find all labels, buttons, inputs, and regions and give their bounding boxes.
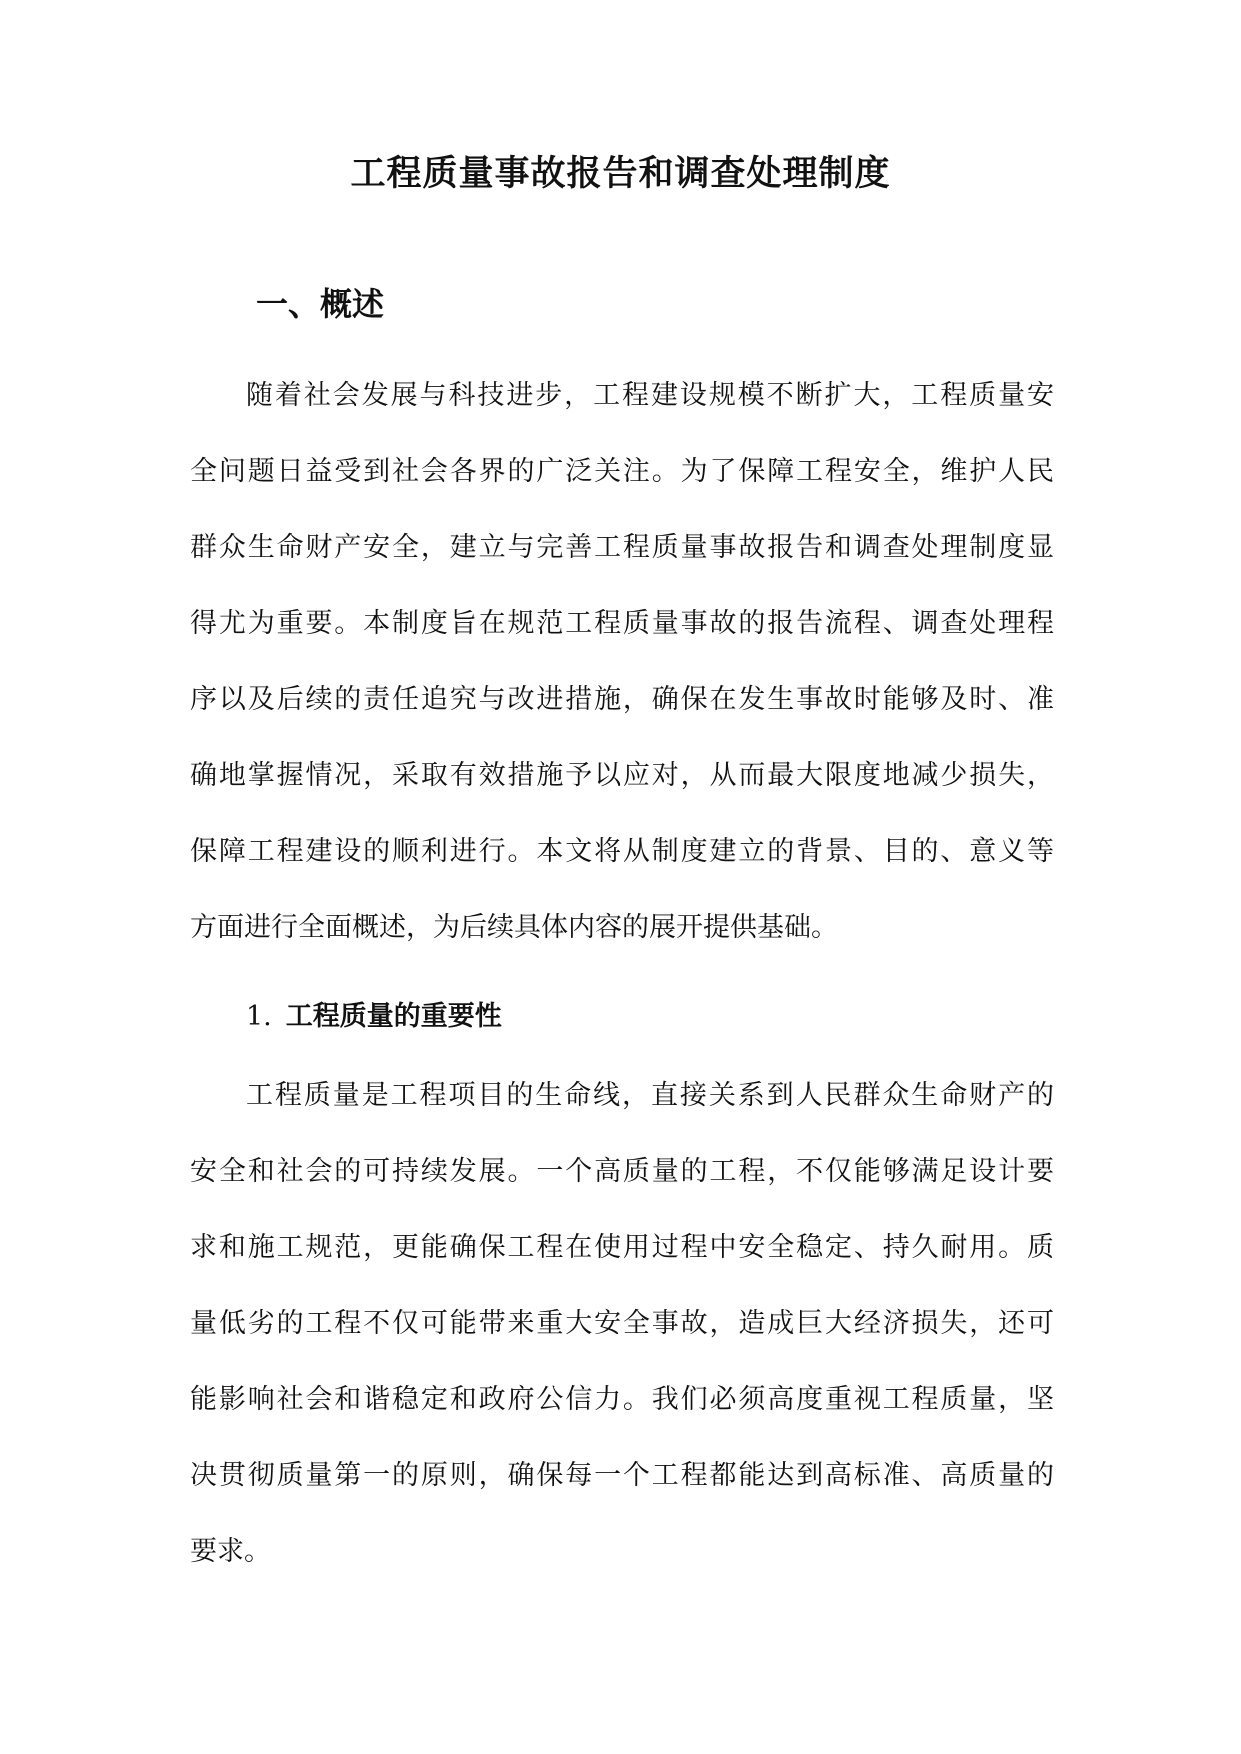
paragraph-line: 群众生命财产安全，建立与完善工程质量事故报告和调查处理制度显 xyxy=(190,532,1054,563)
paragraph-line: 安全和社会的可持续发展。一个高质量的工程，不仅能够满足设计要 xyxy=(190,1156,1054,1187)
paragraph-line: 序以及后续的责任追究与改进措施，确保在发生事故时能够及时、准 xyxy=(190,684,1054,715)
paragraph-line: 保障工程建设的顺利进行。本文将从制度建立的背景、目的、意义等 xyxy=(190,836,1054,867)
subsection-heading-quality-importance xyxy=(246,997,502,1037)
document-title: 工程质量事故报告和调查处理制度 xyxy=(350,153,891,194)
paragraph-line: 求和施工规范，更能确保工程在使用过程中安全稳定、持久耐用。质 xyxy=(190,1232,1054,1263)
section-heading-overview: 一、概述 xyxy=(256,285,385,323)
subsection-number: 1. xyxy=(246,1001,272,1032)
overview-paragraph xyxy=(190,358,1054,966)
paragraph-line: 工程质量是工程项目的生命线，直接关系到人民群众生命财产的 xyxy=(246,1080,1054,1111)
paragraph-line: 确地掌握情况，采取有效措施予以应对，从而最大限度地减少损失， xyxy=(190,760,1054,791)
paragraph-line: 决贯彻质量第一的原则，确保每一个工程都能达到高标准、高质量的 xyxy=(190,1460,1054,1491)
quality-importance-paragraph xyxy=(190,1058,1054,1590)
paragraph-line: 要求。 xyxy=(190,1536,271,1567)
paragraph-line: 方面进行全面概述，为后续具体内容的展开提供基础。 xyxy=(190,912,838,943)
paragraph-line: 全问题日益受到社会各界的广泛关注。为了保障工程安全，维护人民 xyxy=(190,456,1054,487)
paragraph-line: 量低劣的工程不仅可能带来重大安全事故，造成巨大经济损失，还可 xyxy=(190,1308,1054,1339)
paragraph-line: 得尤为重要。本制度旨在规范工程质量事故的报告流程、调查处理程 xyxy=(190,608,1054,639)
paragraph-line: 能影响社会和谐稳定和政府公信力。我们必须高度重视工程质量，坚 xyxy=(190,1384,1054,1415)
subsection-heading-text: 工程质量的重要性 xyxy=(285,1001,502,1032)
paragraph-line: 随着社会发展与科技进步，工程建设规模不断扩大，工程质量安 xyxy=(246,380,1054,411)
